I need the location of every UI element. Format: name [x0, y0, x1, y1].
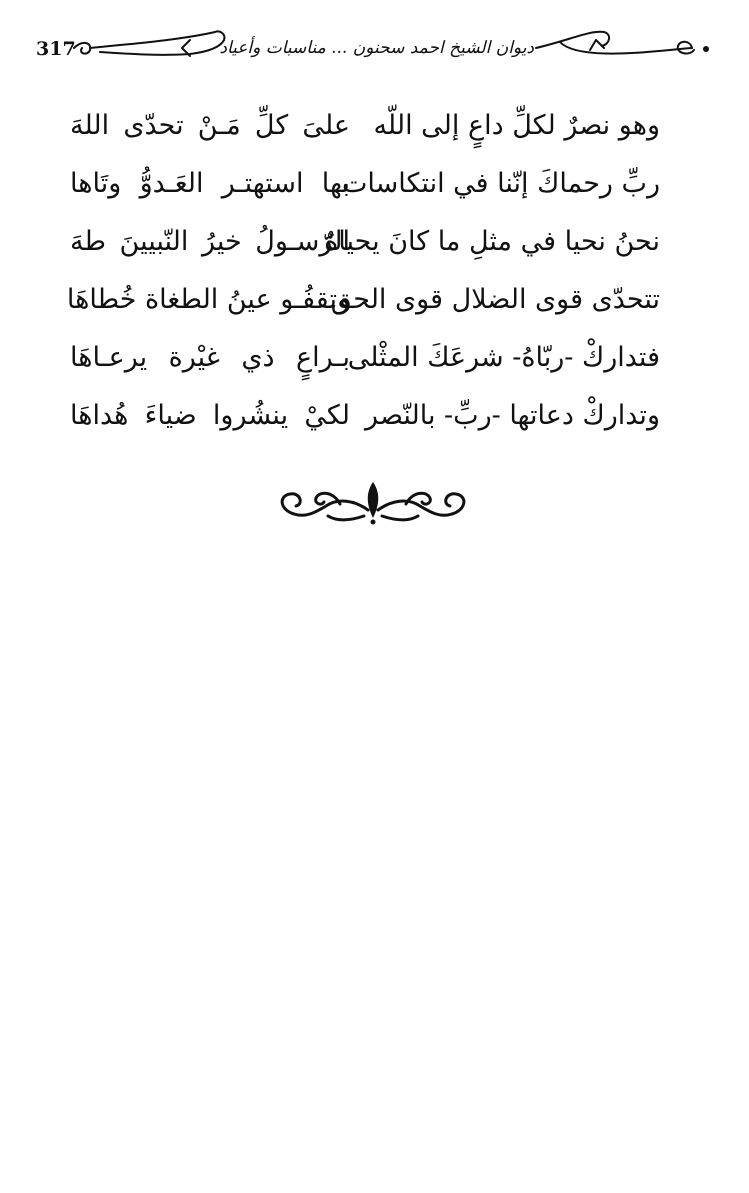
verse-second-hemistich: وتقفُـو عينُ الطغاة خُطاهَا	[66, 283, 350, 315]
verse	[70, 328, 660, 386]
verse-first-hemistich: وهو نصرٌ لكلِّ داعٍ إلى اللّه	[373, 109, 660, 141]
verse-first-hemistich: ربِّ رحماكَ إنّنا في انتكاسات	[342, 167, 660, 199]
verse-second-hemistich: بها استهتـر العَـدوُّ وتَاها	[70, 167, 350, 199]
verse	[70, 96, 660, 154]
verse	[70, 154, 660, 212]
verse-second-hemistich: لكيْ ينشُروا ضياءَ هُداهَا	[70, 399, 350, 431]
verse-first-hemistich: نحنُ نحيا في مثلِ ما كانَ يحياهُ	[324, 225, 660, 257]
page-number: 317	[36, 38, 76, 60]
closing-ornament-icon	[268, 478, 478, 532]
verse-second-hemistich: الرّسـولُ خيرُ النّبيينَ طهَ	[70, 225, 350, 257]
verse	[66, 270, 660, 328]
poem	[66, 96, 660, 444]
verse-first-hemistich: وتداركْ دعاتها -ربِّ- بالنّصر	[365, 399, 660, 431]
verse-first-hemistich: تتحدّى قوى الضلال قوى الحق	[330, 283, 660, 315]
verse	[70, 386, 660, 444]
verse-second-hemistich: علىَ كلِّ مَـنْ تحدّى اللهَ	[70, 109, 350, 141]
verse	[70, 212, 660, 270]
verse-first-hemistich: فتداركْ -ربّاهُ- شرعَكَ المثْلى	[347, 341, 660, 373]
page-header	[30, 18, 720, 76]
verse-second-hemistich: بـراعٍ ذي غيْرة يرعـاهَا	[70, 341, 350, 373]
running-title: ديوان الشيخ احمد سحنون ... مناسبات وأعياد	[219, 38, 534, 58]
